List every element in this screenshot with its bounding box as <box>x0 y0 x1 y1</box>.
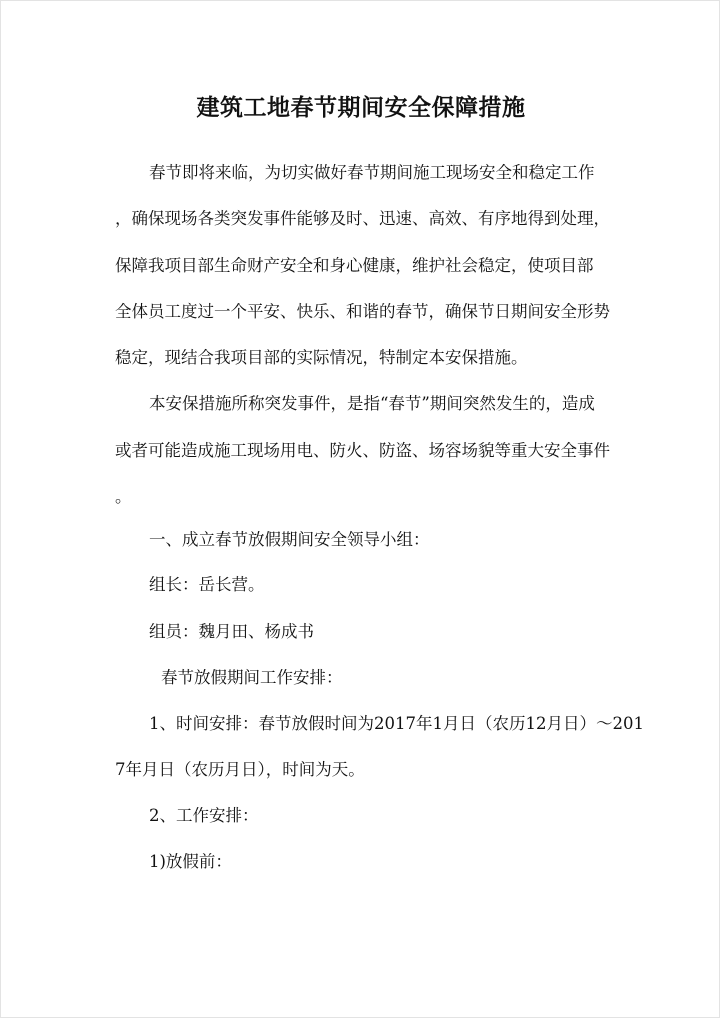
team-members: 组员：魏月田、杨成书 <box>149 622 314 641</box>
paragraph-line: 或者可能造成施工现场用电、防火、防盗、场容场貌等重大安全事件 <box>115 441 610 460</box>
paragraph-line: ，确保现场各类突发事件能够及时、迅速、高效、有序地得到处理， <box>115 209 610 228</box>
pre-holiday-heading: 1)放假前： <box>149 852 232 871</box>
work-arrangement-heading: 2、工作安排： <box>149 806 259 825</box>
paragraph-line: 。 <box>115 487 132 506</box>
team-leader: 组长：岳长营。 <box>149 575 265 594</box>
paragraph-line: 稳定，现结合我项目部的实际情况，特制定本安保措施。 <box>115 348 528 367</box>
document-title: 建筑工地春节期间安全保障措施 <box>196 95 526 121</box>
paragraph-line: 保障我项目部生命财产安全和身心健康，维护社会稳定，使项目部 <box>115 256 594 275</box>
schedule-item-line: 7年月日（农历月日），时间为天。 <box>115 760 365 779</box>
section-heading: 一、成立春节放假期间安全领导小组： <box>149 530 430 549</box>
schedule-item-line: 1、时间安排：春节放假时间为2017年1月日（农历12月日）～201 <box>149 714 644 733</box>
paragraph-line: 全体员工度过一个平安、快乐、和谐的春节，确保节日期间安全形势 <box>115 302 610 321</box>
paragraph-line: 本安保措施所称突发事件，是指“春节”期间突然发生的，造成 <box>149 394 595 413</box>
schedule-heading: 春节放假期间工作安排： <box>161 668 343 687</box>
paragraph-line: 春节即将来临，为切实做好春节期间施工现场安全和稳定工作 <box>149 163 595 182</box>
